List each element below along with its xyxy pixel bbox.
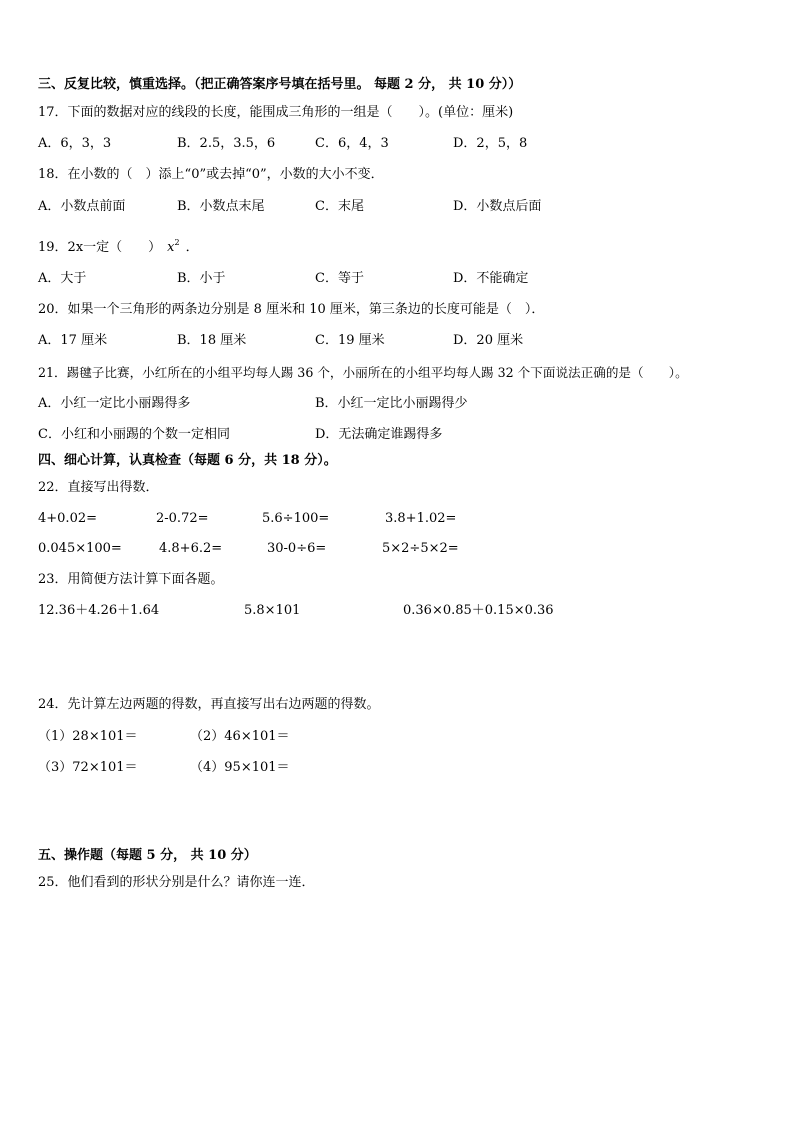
question-25: 25．他们看到的形状分别是什么？请你连一连． [38, 875, 315, 890]
option-a: A．小数点前面 [38, 199, 126, 214]
calc-item: 30-0÷6= [267, 541, 327, 556]
option-b: B．2.5，3.5，6 [177, 136, 276, 151]
calc-item: 5.8×101 [244, 603, 301, 618]
question-23: 23．用简便方法计算下面各题。 [38, 572, 224, 587]
exponent: 2 [174, 238, 180, 247]
option-b: B．18 厘米 [177, 333, 247, 348]
option-b: B．小红一定比小丽踢得少 [315, 396, 468, 411]
option-b: B．小于 [177, 271, 226, 286]
option-c: C．6，4，3 [315, 136, 389, 151]
question-22: 22．直接写出得数． [38, 480, 159, 495]
calc-item: 0.36×0.85＋0.15×0.36 [403, 603, 554, 618]
option-c: C．等于 [315, 271, 364, 286]
option-c: C．末尾 [315, 199, 364, 214]
option-d: D．小数点后面 [453, 199, 542, 214]
option-c: C．小红和小丽踢的个数一定相同 [38, 427, 230, 442]
calc-item: （3）72×101＝ [38, 760, 138, 775]
section-5-heading: 五、操作题（每题 5 分， 共 10 分） [38, 848, 257, 863]
question-24: 24．先计算左边两题的得数，再直接写出右边两题的得数。 [38, 697, 380, 712]
section-4-heading: 四、细心计算，认真检查（每题 6 分，共 18 分）。 [38, 453, 337, 468]
variable-x: x [167, 240, 175, 255]
section-3-heading: 三、反复比较，慎重选择。（把正确答案序号填在括号里。 每题 2 分， 共 10 分）） [38, 77, 522, 92]
option-d: D．2，5，8 [453, 136, 528, 151]
calc-item: 0.045×100= [38, 541, 122, 556]
option-a: A．大于 [38, 271, 87, 286]
option-d: D．20 厘米 [453, 333, 524, 348]
option-c: C．19 厘米 [315, 333, 385, 348]
question-19-prefix: 19．2x一定（ ） [38, 240, 162, 255]
calc-item: （2）46×101＝ [190, 729, 290, 744]
option-a: A．17 厘米 [38, 333, 108, 348]
calc-item: 12.36＋4.26＋1.64 [38, 603, 160, 618]
option-b: B．小数点末尾 [177, 199, 265, 214]
calc-item: （1）28×101＝ [38, 729, 138, 744]
option-d: D．不能确定 [453, 271, 529, 286]
question-21: 21．踢毽子比赛，小红所在的小组平均每人踢 36 个，小丽所在的小组平均每人踢 32 个下面说法正确的是（ ）。 [38, 365, 688, 380]
calc-item: 4.8+6.2= [159, 541, 223, 556]
option-d: D．无法确定谁踢得多 [315, 427, 443, 442]
option-a: A．6，3，3 [38, 136, 112, 151]
calc-item: 5×2÷5×2= [382, 541, 459, 556]
calc-item: 3.8+1.02= [385, 511, 457, 526]
question-20: 20．如果一个三角形的两条边分别是 8 厘米和 10 厘米，第三条边的长度可能是（ ）． [38, 302, 545, 317]
calc-item: 5.6÷100= [262, 511, 330, 526]
calc-item: 4+0.02= [38, 511, 98, 526]
calc-item: 2-0.72= [156, 511, 209, 526]
calc-item: （4）95×101＝ [190, 760, 290, 775]
question-17: 17．下面的数据对应的线段的长度，能围成三角形的一组是（ ）。(单位：厘米) [38, 105, 514, 120]
question-19-suffix: ． [185, 240, 199, 255]
question-19 [38, 234, 199, 257]
option-a: A．小红一定比小丽踢得多 [38, 396, 191, 411]
question-18: 18．在小数的（ ）添上“0”或去掉“0”，小数的大小不变． [38, 167, 384, 182]
